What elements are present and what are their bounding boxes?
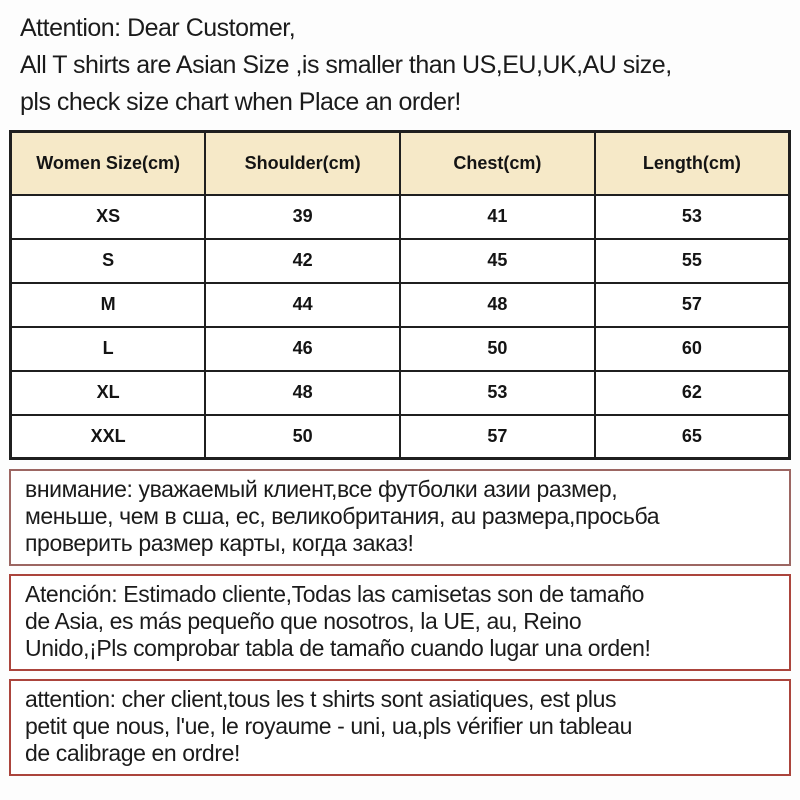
attention-line-2: All T shirts are Asian Size ,is smaller than US,EU,UK,AU size, [20, 51, 672, 79]
column-header-chest: Chest(cm) [400, 132, 595, 195]
notice-french-line-2: petit que nous, l'ue, le royaume - uni, ua,pls vérifier un tableau [25, 713, 633, 739]
shoulder-cell: 48 [205, 371, 400, 415]
size-cell: L [11, 327, 206, 371]
chest-cell: 48 [400, 283, 595, 327]
table-row [11, 283, 790, 327]
notice-spanish-line-1: Atención: Estimado cliente,Todas las camisetas son de tamaño [25, 581, 645, 607]
notice-french-line-1: attention: cher client,tous les t shirts sont asiatiques, est plus [25, 686, 617, 712]
notice-box-spanish [9, 574, 791, 671]
size-cell: XL [11, 371, 206, 415]
notice-russian-line-3: проверить размер карты, когда заказ! [25, 530, 414, 556]
attention-line-3: pls check size chart when Place an order! [20, 88, 461, 116]
table-row [11, 415, 790, 459]
table-row [11, 371, 790, 415]
size-chart-header-row [11, 132, 790, 195]
length-cell: 65 [595, 415, 790, 459]
chest-cell: 41 [400, 195, 595, 239]
length-cell: 57 [595, 283, 790, 327]
length-cell: 55 [595, 239, 790, 283]
length-cell: 60 [595, 327, 790, 371]
size-cell: XS [11, 195, 206, 239]
length-cell: 53 [595, 195, 790, 239]
chest-cell: 50 [400, 327, 595, 371]
chest-cell: 57 [400, 415, 595, 459]
notice-box-french [9, 679, 791, 776]
attention-line-1: Attention: Dear Customer, [20, 14, 296, 42]
table-row [11, 327, 790, 371]
notice-french-line-3: de calibrage en ordre! [25, 740, 240, 766]
column-header-women-size: Women Size(cm) [11, 132, 206, 195]
shoulder-cell: 39 [205, 195, 400, 239]
size-cell: M [11, 283, 206, 327]
shoulder-cell: 46 [205, 327, 400, 371]
size-chart-table [9, 130, 791, 460]
notice-spanish-line-2: de Asia, es más pequeño que nosotros, la UE, au, Reino [25, 608, 582, 634]
attention-header [0, 0, 800, 121]
shoulder-cell: 44 [205, 283, 400, 327]
notice-box-russian [9, 469, 791, 566]
notice-spanish-line-3: Unido,¡Pls comprobar tabla de tamaño cuando lugar una orden! [25, 635, 651, 661]
notice-russian-line-1: внимание: уважаемый клиент,все футболки азии размер, [25, 476, 618, 502]
length-cell: 62 [595, 371, 790, 415]
column-header-length: Length(cm) [595, 132, 790, 195]
shoulder-cell: 42 [205, 239, 400, 283]
column-header-shoulder: Shoulder(cm) [205, 132, 400, 195]
shoulder-cell: 50 [205, 415, 400, 459]
table-row [11, 239, 790, 283]
notice-russian-line-2: меньше, чем в сша, ес, великобритания, au размера,просьба [25, 503, 660, 529]
chest-cell: 45 [400, 239, 595, 283]
table-row [11, 195, 790, 239]
size-cell: XXL [11, 415, 206, 459]
chest-cell: 53 [400, 371, 595, 415]
size-cell: S [11, 239, 206, 283]
